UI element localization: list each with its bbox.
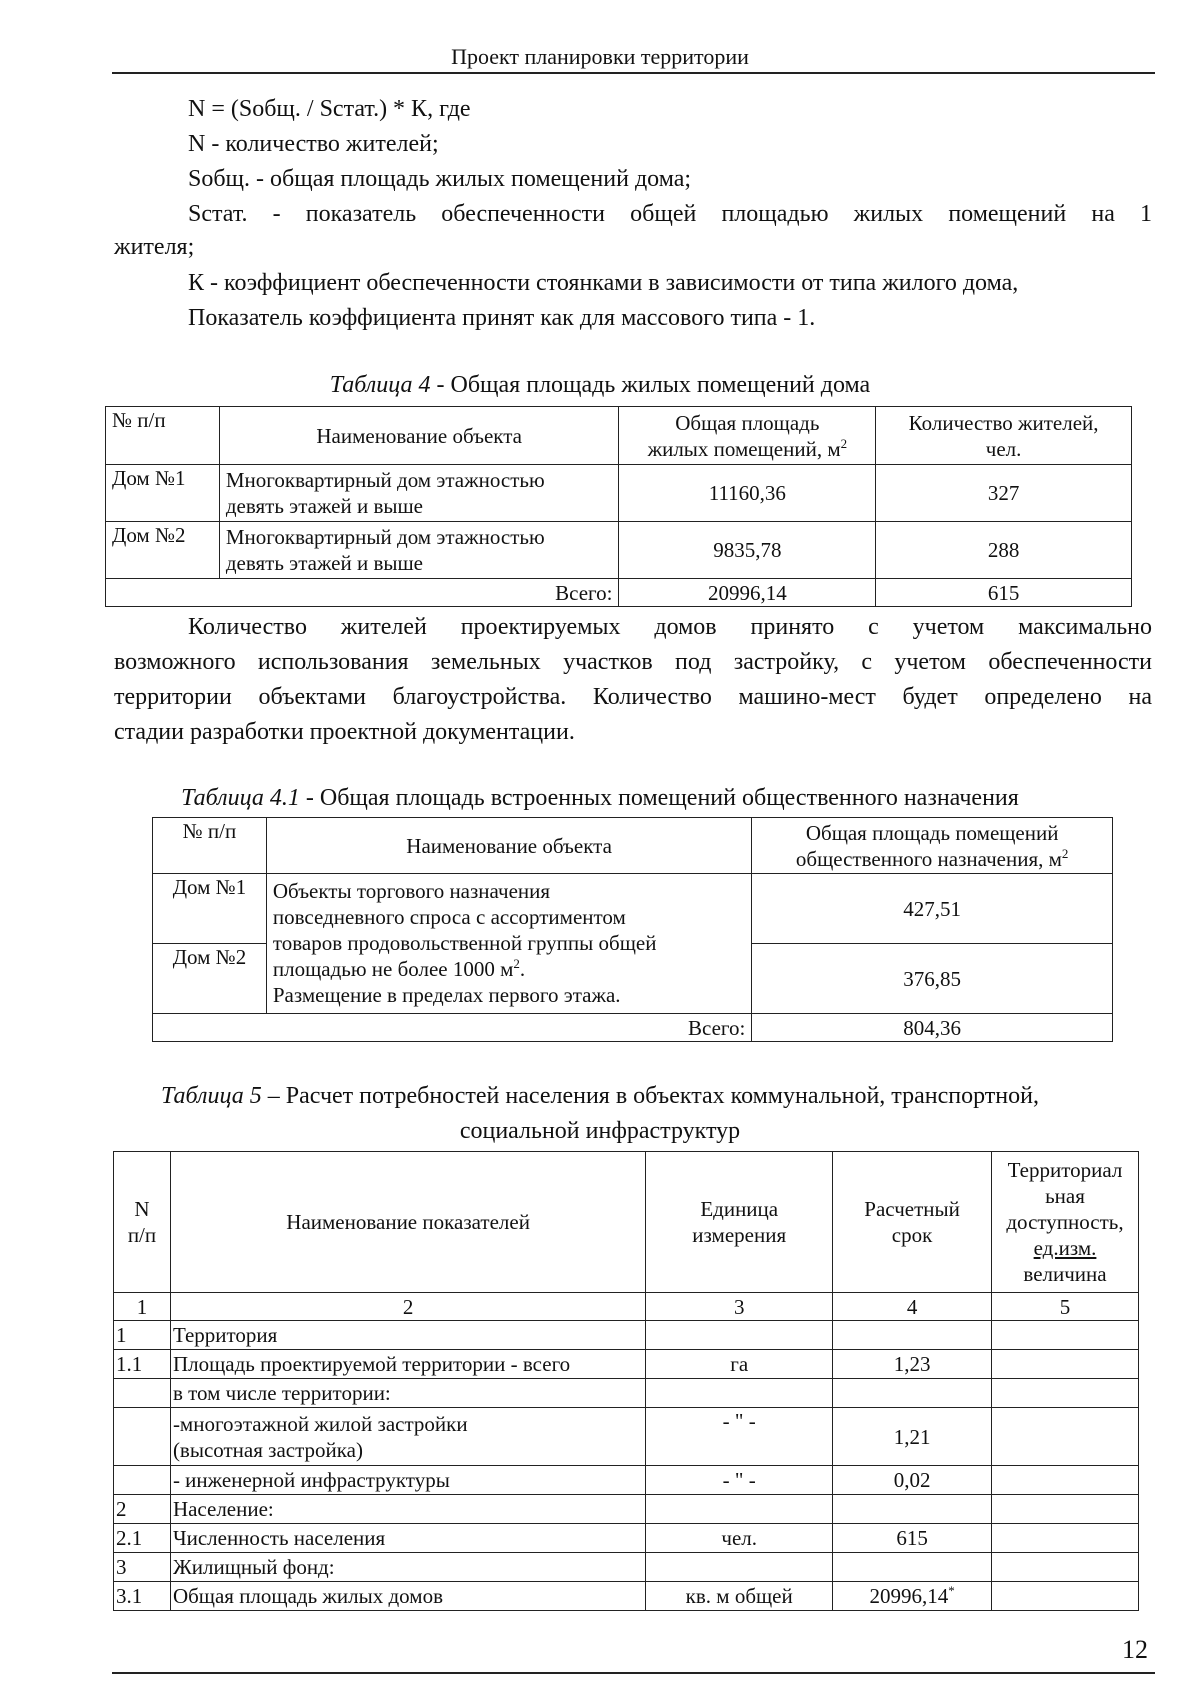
table5-caption	[0, 1083, 1200, 1110]
table4-header-residents	[876, 407, 1132, 465]
table5-row-unit	[646, 1379, 833, 1408]
table5-row-name: Жилищный фонд:	[170, 1553, 645, 1582]
table41-header-name: Наименование объекта	[266, 818, 751, 874]
table41-desc-l2: повседневного спроса с ассортиментом	[272, 905, 626, 929]
formula-sstat-line: Sстат. - показатель обеспеченности общей площадью жилых помещений на 1	[188, 201, 1152, 227]
formula-k-line: К - коэффициент обеспеченности стоянками в зависимости от типа жилого дома,	[188, 270, 1019, 296]
table41-header-row	[153, 818, 1113, 874]
table5-header-unit-l1: Единица	[700, 1197, 779, 1221]
table4-total-label: Всего:	[106, 579, 619, 607]
table41-desc-l1: Объекты торгового назначения	[272, 879, 551, 903]
table41-header-area-l2: общественного назначения, м	[795, 846, 1062, 871]
table5-colnum-row	[114, 1293, 1139, 1321]
table5-caption-label: Таблица 5	[161, 1083, 262, 1109]
table4-total-area: 20996,14	[619, 579, 876, 607]
paragraph-line: территории объектами благоустройства. Количество машино-мест будет определено на	[114, 684, 1152, 710]
paragraph-line: возможного использования земельных участков под застройку, с учетом обеспеченности	[114, 649, 1152, 675]
table5-header-access	[992, 1152, 1139, 1293]
table5-row-value	[833, 1553, 992, 1582]
table5-row-access	[992, 1553, 1139, 1582]
table5-header-access-l2: ьная	[1045, 1184, 1085, 1208]
footer-rule	[112, 1672, 1155, 1674]
table5-colnum: 2	[170, 1293, 645, 1321]
table5-row-name: Население:	[170, 1495, 645, 1524]
table41-total-row	[153, 1014, 1113, 1042]
table5-header-unit-l2: измерения	[692, 1223, 787, 1247]
paragraph-last-line: стадии разработки проектной документации.	[114, 719, 575, 745]
table5-row-name: Территория	[170, 1321, 645, 1350]
table5-row-value	[833, 1582, 992, 1611]
table4-total-row	[106, 579, 1132, 607]
table5-row-value: 615	[833, 1524, 992, 1553]
table4-total-residents: 615	[876, 579, 1132, 607]
table4-header-area-l2: жилых помещений, м	[647, 436, 841, 461]
table41-total-area: 804,36	[752, 1014, 1113, 1042]
table4-row-area: 11160,36	[619, 465, 876, 522]
table41-header-area-l1: Общая площадь помещений	[805, 820, 1059, 845]
table5-row-num: 2	[114, 1495, 171, 1524]
table5-colnum: 1	[114, 1293, 171, 1321]
table5-row-value-sup: *	[948, 1583, 955, 1598]
header-rule	[112, 72, 1155, 74]
table4-row-name	[219, 522, 619, 579]
table4-row-num: Дом №2	[106, 522, 220, 579]
page-header-title: Проект планировки территории	[451, 44, 749, 69]
table5-header-term-l2: срок	[891, 1223, 933, 1247]
table41-header-num: № п/п	[153, 818, 267, 874]
table-row	[114, 1321, 1139, 1350]
table5-row-num: 1	[114, 1321, 171, 1350]
table5-row-name: Общая площадь жилых домов	[170, 1582, 645, 1611]
table5-row-access	[992, 1524, 1139, 1553]
table5-header-num-l2: п/п	[127, 1223, 157, 1247]
table5-row-value: 1,21	[833, 1408, 992, 1466]
table-row	[106, 465, 1132, 522]
table5-row-value	[833, 1379, 992, 1408]
table5-caption-line2: социальной инфраструктур	[459, 1118, 741, 1144]
table41-desc-sup: 2	[513, 956, 520, 971]
table5-row-num: 3	[114, 1553, 171, 1582]
table5-row-unit: - " -	[646, 1466, 833, 1495]
table5-header-num-l1: N	[134, 1197, 150, 1221]
table4-header-res-l2: чел.	[985, 436, 1022, 461]
table5-row-access	[992, 1466, 1139, 1495]
formula-line: Sобщ. - общая площадь жилых помещений дома;	[188, 166, 692, 192]
table5-row-num	[114, 1379, 171, 1408]
formula-sstat-line-cont: жителя;	[114, 234, 195, 260]
table5-row-access	[992, 1350, 1139, 1379]
table5-row-name-l2: (высотная застройка)	[172, 1437, 363, 1462]
table4-row-residents: 288	[876, 522, 1132, 579]
table5-header-unit	[646, 1152, 833, 1293]
table5-row-access	[992, 1379, 1139, 1408]
table5-header-term	[833, 1152, 992, 1293]
table41-desc-l5: Размещение в пределах первого этажа.	[272, 983, 621, 1007]
table5-row-num: 2.1	[114, 1524, 171, 1553]
table5-header-num	[114, 1152, 171, 1293]
table5-row-num: 3.1	[114, 1582, 171, 1611]
table4	[105, 406, 1132, 607]
table5-row-value: 0,02	[833, 1466, 992, 1495]
table5-row-name	[170, 1408, 645, 1466]
table4-header-res-l1: Количество жителей,	[908, 410, 1099, 435]
table5-header-access-l3: доступность,	[1006, 1210, 1124, 1234]
table41-caption	[0, 785, 1200, 812]
table41-description	[266, 874, 751, 1014]
table4-row-name-l1: Многоквартирный дом этажностью	[225, 525, 545, 549]
table4-row-area: 9835,78	[619, 522, 876, 579]
table41-row-area: 427,51	[752, 874, 1113, 944]
table4-header-area	[619, 407, 876, 465]
page-number: 12	[1122, 1635, 1148, 1664]
table5-row-name: Численность населения	[170, 1524, 645, 1553]
table-row	[114, 1408, 1139, 1466]
table5-row-name: - инженерной инфраструктуры	[170, 1466, 645, 1495]
table41-row-area: 376,85	[752, 944, 1113, 1014]
table4-row-name-l1: Многоквартирный дом этажностью	[225, 468, 545, 492]
table5-header-access-l4: ед.изм.	[1033, 1236, 1097, 1260]
table5-row-access	[992, 1582, 1139, 1611]
table5-colnum: 5	[992, 1293, 1139, 1321]
table4-header-row	[106, 407, 1132, 465]
table-row	[114, 1582, 1139, 1611]
table5-colnum: 3	[646, 1293, 833, 1321]
table5-row-access	[992, 1408, 1139, 1466]
table41	[152, 817, 1113, 1042]
table4-header-area-sup: 2	[840, 435, 848, 451]
table5-row-unit	[646, 1321, 833, 1350]
table-row	[106, 522, 1132, 579]
formula-coef-line: Показатель коэффициента принят как для массового типа - 1.	[188, 305, 816, 331]
table-row	[114, 1553, 1139, 1582]
table5-row-num: 1.1	[114, 1350, 171, 1379]
table41-header-area-sup: 2	[1061, 845, 1069, 861]
table5-row-name-l1: -многоэтажной жилой застройки	[172, 1411, 468, 1436]
table5-row-num	[114, 1466, 171, 1495]
table-row	[114, 1524, 1139, 1553]
table5-row-unit	[646, 1553, 833, 1582]
table5-row-value	[833, 1321, 992, 1350]
table4-row-residents: 327	[876, 465, 1132, 522]
table41-row-num: Дом №1	[153, 874, 267, 944]
table4-row-name-l2: девять этажей и выше	[225, 494, 423, 518]
table5-row-name: Площадь проектируемой территории - всего	[170, 1350, 645, 1379]
table4-header-area-l1: Общая площадь	[675, 410, 820, 435]
table5	[113, 1151, 1139, 1611]
table5-header-name: Наименование показателей	[170, 1152, 645, 1293]
table41-header-area	[752, 818, 1113, 874]
table4-header-num: № п/п	[106, 407, 220, 465]
table41-desc-l4-end: .	[519, 957, 526, 981]
table5-header-term-l1: Расчетный	[864, 1197, 960, 1221]
table4-header-name: Наименование объекта	[219, 407, 619, 465]
table5-header-access-l5: величина	[1023, 1262, 1107, 1286]
table4-caption-label: Таблица 4	[329, 372, 431, 398]
table-row	[114, 1350, 1139, 1379]
table5-row-unit: - " -	[646, 1408, 833, 1466]
table41-caption-text: - Общая площадь встроенных помещений общественного назначения	[299, 785, 1019, 811]
paragraph-line: Количество жителей проектируемых домов принято с учетом максимально	[188, 614, 1152, 640]
table4-row-name	[219, 465, 619, 522]
table5-row-unit: чел.	[646, 1524, 833, 1553]
table5-row-unit	[646, 1495, 833, 1524]
table41-desc-l3: товаров продовольственной группы общей	[272, 931, 657, 955]
table5-row-num	[114, 1408, 171, 1466]
table4-row-num: Дом №1	[106, 465, 220, 522]
table5-header-row	[114, 1152, 1139, 1293]
table5-row-value: 1,23	[833, 1350, 992, 1379]
table4-row-name-l2: девять этажей и выше	[225, 551, 423, 575]
table5-row-unit: кв. м общей	[646, 1582, 833, 1611]
table-row	[114, 1466, 1139, 1495]
table-row	[114, 1495, 1139, 1524]
table5-row-access	[992, 1495, 1139, 1524]
table41-total-label: Всего:	[153, 1014, 752, 1042]
table5-row-unit: га	[646, 1350, 833, 1379]
table41-row-num: Дом №2	[153, 944, 267, 1014]
table-row	[153, 874, 1113, 944]
table5-colnum: 4	[833, 1293, 992, 1321]
table5-row-name: в том числе территории:	[170, 1379, 645, 1408]
table-row	[114, 1379, 1139, 1408]
table5-caption-text: – Расчет потребностей населения в объектах коммунальной, транспортной,	[261, 1083, 1039, 1109]
table41-desc-l4: площадью не более 1000 м	[272, 957, 514, 981]
table5-row-access	[992, 1321, 1139, 1350]
table5-header-access-l1: Территориал	[1007, 1158, 1123, 1182]
table4-caption-text: - Общая площадь жилых помещений дома	[430, 372, 871, 398]
table5-row-value-text: 20996,14	[869, 1584, 949, 1608]
table5-row-value	[833, 1495, 992, 1524]
table41-caption-label: Таблица 4.1	[181, 785, 300, 811]
formula-line: N = (Sобщ. / Sстат.) * К, где	[188, 96, 471, 122]
formula-line: N - количество жителей;	[188, 131, 439, 157]
table4-caption	[0, 372, 1200, 399]
